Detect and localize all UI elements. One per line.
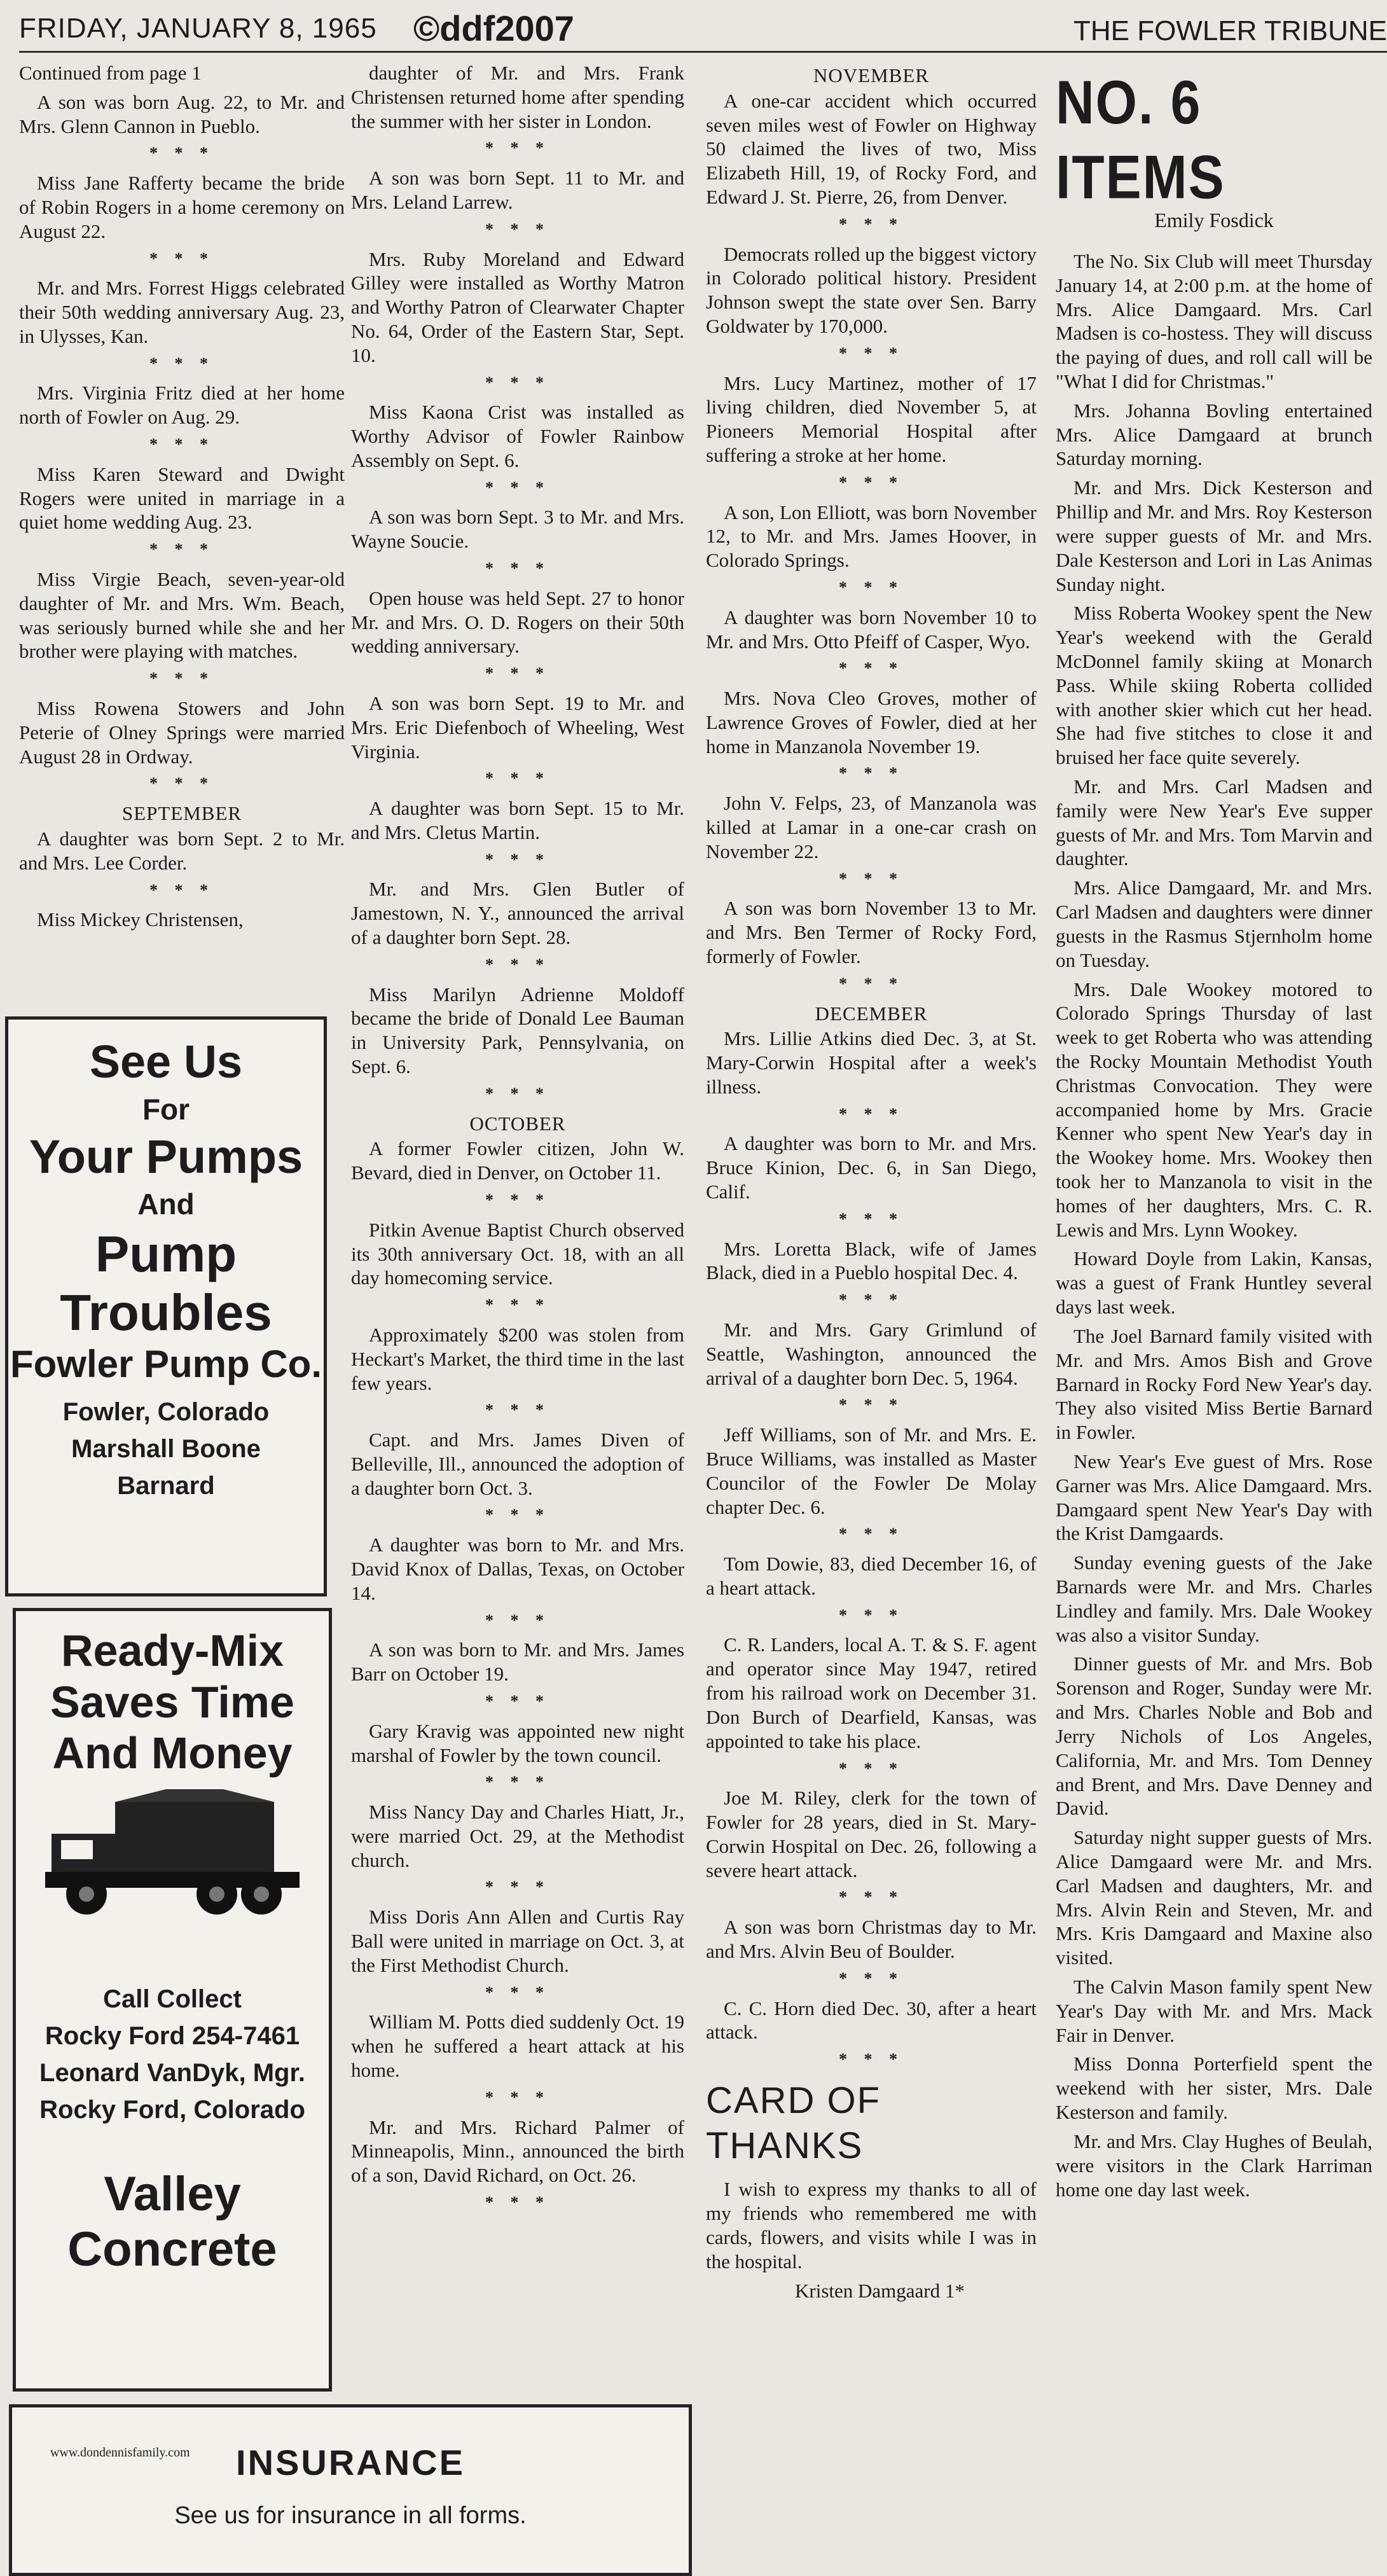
news-item: A daughter was born November 10 to Mr. and Mrs. Otto Pfeiff of Casper, Wyo.: [706, 606, 1037, 653]
item-separator: * * *: [839, 578, 904, 597]
news-item: A son was born Sept. 19 to Mr. and Mrs. Eric Diefenboch of Wheeling, West Virginia.: [351, 691, 684, 763]
news-item: John V. Felps, 23, of Manzanola was killed at Lamar in a one-car crash on November 22.: [706, 792, 1037, 862]
news-item: Miss Roberta Wookey spent the New Year's weekend with the Gerald McDonnel family skiing at Monarch Pass. While skiing Roberta collided with another skier which cut her head. She had five stitches to close it and bruised her face quite severely.: [1056, 602, 1372, 769]
news-item: Dinner guests of Mr. and Mrs. Bob Sorenson and Roger, Sunday were Mr. and Mrs. Charles Noble and Bob and Jerry Nichols of Los Angeles, California, Mr. and Mrs. Tom Denney and Brent, and Mrs. Dave Denney and David.: [1056, 1652, 1372, 1820]
ad-owners: Barnard: [117, 1471, 215, 1500]
item-separator: * * *: [485, 2088, 550, 2107]
news-item: The Joel Barnard family visited with Mr. and Mrs. Amos Bish and Grove Barnard in Rocky Ford New Year's day. They also visited Miss Bertie Barnard in Fowler.: [1056, 1324, 1372, 1444]
ad-location: Fowler, Colorado: [62, 1397, 270, 1426]
item-separator: * * *: [149, 144, 214, 163]
newspaper-name: THE FOWLER TRIBUNE: [1073, 15, 1387, 46]
news-item: The Calvin Mason family spent New Year's Day with Mr. and Mrs. Mack Fair in Denver.: [1056, 1976, 1372, 2046]
column-3: [706, 61, 1037, 2308]
news-item: Howard Doyle from Lakin, Kansas, was a guest of Frank Huntley several days last week.: [1056, 1247, 1372, 1319]
item-separator: * * *: [839, 1888, 904, 1907]
news-item: Miss Karen Steward and Dwight Rogers were united in marriage in a quiet home wedding Aug. 23.: [19, 462, 345, 534]
ad-subtitle: See us for insurance in all forms.: [174, 2502, 527, 2529]
byline: Emily Fosdick: [1154, 208, 1274, 232]
column-1: [19, 61, 345, 937]
news-item: A daughter was born Sept. 2 to Mr. and Mrs. Lee Corder.: [19, 827, 345, 874]
column-4: [1056, 61, 1372, 2206]
news-item: Mrs. Lucy Martinez, mother of 17 living children, died November 5, at Pioneers Memorial Hospital after suffering a stroke at her home.: [706, 371, 1037, 466]
item-separator: * * *: [485, 1296, 550, 1315]
item-separator: * * *: [839, 1291, 904, 1310]
item-separator: * * *: [839, 869, 904, 888]
news-item: Open house was held Sept. 27 to honor Mr. and Mrs. O. D. Rogers on their 50th wedding anniversary.: [351, 586, 684, 658]
news-item: Miss Mickey Christensen,: [37, 908, 244, 931]
ad-line: Pump: [95, 1225, 237, 1282]
news-item: A one-car accident which occurred seven miles west of Fowler on Highway 50 claimed the lives of two, Miss Elizabeth Hill, 19, of Rocky Ford, and Edward J. St. Pierre, 26, from Denver.: [706, 89, 1037, 209]
continued-note: Continued from page 1: [19, 62, 202, 84]
news-item: A son was born November 13 to Mr. and Mrs. Ben Termer of Rocky Ford, formerly of Fowler.: [706, 897, 1037, 967]
news-item: Jeff Williams, son of Mr. and Mrs. E. Bruce Williams, was installed as Master Councilor of the Fowler De Molay chapter Dec. 6.: [706, 1423, 1037, 1518]
ad-brand: Valley: [104, 2166, 241, 2221]
news-item: A daughter was born Sept. 15 to Mr. and Mrs. Cletus Martin.: [351, 797, 684, 843]
news-list-december: [706, 1027, 1037, 2070]
item-separator: * * *: [485, 139, 550, 158]
ad-valley-concrete: [13, 1608, 332, 2392]
news-item: Gary Kravig was appointed new night marshal of Fowler by the town council.: [351, 1719, 684, 1766]
item-separator: * * *: [485, 1084, 550, 1103]
news-item: William M. Potts died suddenly Oct. 19 when he suffered a heart attack at his home.: [351, 2011, 684, 2081]
news-item: Saturday night supper guests of Mrs. Alice Damgaard were Mr. and Mrs. Carl Madsen and daughters, Mr. and Mrs. Alvin Rein and Steven, Mr. and Mrs. Kris Damgaard and Maxine also visited.: [1056, 1826, 1372, 1969]
news-item: Mrs. Loretta Black, wife of James Black, died in a Pueblo hospital Dec. 4.: [706, 1237, 1037, 1284]
item-separator: * * *: [839, 1605, 904, 1624]
news-item: Miss Doris Ann Allen and Curtis Ray Ball were united in marriage on Oct. 3, at the First Methodist Church.: [351, 1906, 684, 1976]
item-separator: * * *: [485, 478, 550, 497]
news-item: A son was born Christmas day to Mr. and Mrs. Alvin Beu of Boulder.: [706, 1916, 1037, 1962]
news-item: Mr. and Mrs. Dick Kesterson and Phillip and Mr. and Mrs. Roy Kesterson were supper guests of Mr. and Mrs. Dale Kesterson and Lori in Las Animas Sunday night.: [1056, 476, 1372, 595]
news-item: A son was born Sept. 11 to Mr. and Mrs. Leland Larrew.: [351, 167, 684, 213]
news-list-col2: [351, 61, 684, 1104]
news-list-col1: [19, 90, 345, 794]
item-separator: * * *: [485, 769, 550, 788]
item-separator: * * *: [839, 764, 904, 783]
item-separator: * * *: [485, 559, 550, 578]
ad-line: Troubles: [60, 1284, 272, 1341]
ad-line: And Money: [52, 1728, 293, 1778]
news-item: Mr. and Mrs. Forrest Higgs celebrated their 50th wedding anniversary Aug. 23, in Ulysses, Kan.: [19, 277, 345, 347]
item-separator: * * *: [485, 955, 550, 974]
news-item: Miss Marilyn Adrienne Moldoff became the bride of Donald Lee Bauman in University Park, Pennsylvania, on Sept. 6.: [351, 983, 684, 1078]
item-separator: * * *: [485, 1401, 550, 1420]
news-item: Miss Donna Porterfield spent the weekend with her sister, Mrs. Dale Kesterson and family.: [1056, 2053, 1372, 2124]
news-item: Pitkin Avenue Baptist Church observed its 30th anniversary Oct. 18, with an all day homecoming service.: [351, 1218, 684, 1289]
news-item: Joe M. Riley, clerk for the town of Fowler for 28 years, died in St. Mary-Corwin Hospital on Dec. 26, following a severe heart attack.: [706, 1787, 1037, 1881]
news-item: A daughter was born to Mr. and Mrs. David Knox of Dallas, Texas, on October 14.: [351, 1534, 684, 1604]
news-item: New Year's Eve guest of Mrs. Rose Garner was Mrs. Alice Damgaard. Mrs. Damgaard spent New Year's Day with the Krist Damgaards.: [1056, 1450, 1372, 1545]
ad-call: Call Collect: [103, 1984, 242, 2013]
item-separator: * * *: [149, 880, 214, 899]
news-item: Capt. and Mrs. James Diven of Belleville, Ill., announced the adoption of a daughter born Oct. 3.: [351, 1429, 684, 1499]
news-item: A former Fowler citizen, John W. Bevard, died in Denver, on October 11.: [351, 1137, 684, 1184]
card-of-thanks-text: I wish to express my thanks to all of my friends who remembered me with cards, flowers, and visits while I was in the hospital.: [706, 2178, 1037, 2273]
ad-phone: Rocky Ford 254-7461: [45, 2021, 300, 2050]
item-separator: * * *: [839, 1104, 904, 1123]
ad-fowler-pump: [5, 1016, 327, 1596]
month-heading-october: OCTOBER: [469, 1112, 566, 1135]
month-heading-december: DECEMBER: [815, 1002, 928, 1025]
item-separator: * * *: [149, 435, 214, 454]
news-item: Mrs. Johanna Bovling entertained Mrs. Alice Damgaard at brunch Saturday morning.: [1056, 399, 1372, 470]
copyright-watermark: ©ddf2007: [413, 8, 574, 48]
news-item: A son was born Sept. 3 to Mr. and Mrs. Wayne Soucie.: [351, 506, 684, 553]
news-item: Mrs. Nova Cleo Groves, mother of Lawrence Groves of Fowler, died at her home in Manzanola November 19.: [706, 687, 1037, 758]
news-item: Mr. and Mrs. Richard Palmer of Minneapolis, Minn., announced the birth of a son, David Richard, on Oct. 26.: [351, 2116, 684, 2187]
news-item: Tom Dowie, 83, died December 16, of a heart attack.: [706, 1553, 1037, 1599]
ad-city: Rocky Ford, Colorado: [39, 2095, 305, 2124]
news-item: Mrs. Dale Wookey motored to Colorado Springs Thursday of last week to get Roberta who was attending the Rocky Mountain Methodist Youth Christmas Convocation. They were accompanied home by Mrs. Gracie Kenner who spent New Year's day in the Wookey home. Mrs. Wookey then took her to Manzanola to visit in the homes of her daughters, Mrs. C. R. Lewis and Mrs. Lynn Wookey.: [1056, 978, 1372, 1241]
news-list-no6: [1056, 249, 1372, 2201]
news-item: Mrs. Ruby Moreland and Edward Gilley were installed as Worthy Matron and Worthy Patron of Clearwater Chapter No. 64, Order of the Eastern Star, Sept. 10.: [351, 247, 684, 366]
news-list-november: [706, 89, 1037, 994]
item-separator: * * *: [839, 974, 904, 993]
website-credit: www.dondennisfamily.com: [50, 2446, 190, 2460]
item-separator: * * *: [839, 1759, 904, 1778]
news-item: Mr. and Mrs. Glen Butler of Jamestown, N. Y., announced the arrival of a daughter born Sept. 28.: [351, 878, 684, 949]
news-item: Approximately $200 was stolen from Heckart's Market, the third time in the last few years.: [351, 1323, 684, 1394]
news-item: Mrs. Alice Damgaard, Mr. and Mrs. Carl Madsen and daughters were dinner guests in the Rasmus Stjernholm home on Tuesday.: [1056, 876, 1372, 971]
item-separator: * * *: [839, 1969, 904, 1988]
ad-line: And: [137, 1188, 195, 1221]
news-item: A son was born Aug. 22, to Mr. and Mrs. Glenn Cannon in Pueblo.: [19, 90, 345, 137]
item-separator: * * *: [149, 774, 214, 793]
news-item: C. C. Horn died Dec. 30, after a heart attack.: [706, 1997, 1037, 2044]
news-item: Miss Rowena Stowers and John Peterie of Olney Springs were married August 28 in Ordway.: [19, 696, 345, 768]
item-separator: * * *: [485, 1610, 550, 1630]
item-separator: * * *: [485, 1691, 550, 1710]
news-item: Mr. and Mrs. Clay Hughes of Beulah, were visitors in the Clark Harriman home one day last week.: [1056, 2129, 1372, 2201]
news-item: A son, Lon Elliott, was born November 12, to Mr. and Mrs. James Hoover, in Colorado Springs.: [706, 501, 1037, 572]
news-item: The No. Six Club will meet Thursday January 14, at 2:00 p.m. at the home of Mrs. Alice Damgaard. Mrs. Carl Madsen is co-hostess. They will discuss the paying of dues, and roll call will be "What I did for Christmas.": [1056, 249, 1372, 393]
item-separator: * * *: [149, 669, 214, 688]
item-separator: * * *: [149, 249, 214, 268]
item-separator: * * *: [839, 1209, 904, 1228]
ad-brand: Concrete: [67, 2222, 277, 2276]
ad-insurance: [9, 2404, 692, 2576]
card-of-thanks-signature: Kristen Damgaard 1*: [795, 2279, 965, 2302]
item-separator: * * *: [839, 473, 904, 492]
news-item: Miss Nancy Day and Charles Hiatt, Jr., were married Oct. 29, at the Methodist church.: [351, 1801, 684, 1871]
item-separator: * * *: [485, 664, 550, 683]
item-separator: * * *: [485, 219, 550, 239]
masthead: [19, 6, 1387, 53]
news-item: Miss Virgie Beach, seven-year-old daughter of Mr. and Mrs. Wm. Beach, was seriously burned while she and her brother were playing with matches.: [19, 567, 345, 663]
item-separator: * * *: [839, 343, 904, 363]
item-separator: * * *: [485, 850, 550, 869]
news-item: Mr. and Mrs. Carl Madsen and family were New Year's Eve supper guests of Mr. and Mrs. Tom Marvin and daughter.: [1056, 775, 1372, 870]
card-of-thanks-title: CARD OF THANKS: [706, 2079, 881, 2166]
section-heading: NO. 6 ITEMS: [1056, 67, 1225, 212]
item-separator: * * *: [485, 1773, 550, 1792]
ad-title: INSURANCE: [236, 2442, 465, 2483]
ad-manager: Leonard VanDyk, Mgr.: [39, 2058, 305, 2087]
item-separator: * * *: [149, 540, 214, 559]
news-item: C. R. Landers, local A. T. & S. F. agent and operator since May 1947, retired from his railroad work on December 31. Don Burch of Dearfield, Kansas, was appointed to take his place.: [706, 1633, 1037, 1752]
column-2: [351, 61, 684, 2220]
item-separator: * * *: [485, 1191, 550, 1209]
news-item: daughter of Mr. and Mrs. Frank Christensen returned home after spending the summer with her sister in London.: [351, 62, 684, 132]
month-heading-september: SEPTEMBER: [121, 802, 242, 825]
news-list-october: [351, 1137, 684, 2212]
item-separator: * * *: [485, 1878, 550, 1897]
item-separator: * * *: [839, 214, 904, 233]
truck-icon: [32, 1789, 312, 1923]
news-item: Mr. and Mrs. Gary Grimlund of Seattle, Washington, announced the arrival of a daughter born Dec. 5, 1964.: [706, 1318, 1037, 1389]
item-separator: * * *: [839, 1395, 904, 1415]
item-separator: * * *: [485, 2192, 550, 2212]
item-separator: * * *: [839, 2050, 904, 2069]
ad-line: Ready-Mix: [60, 1626, 284, 1675]
ad-line: Your Pumps: [29, 1130, 303, 1184]
ad-company: Fowler Pump Co.: [10, 1342, 322, 1385]
item-separator: * * *: [839, 1525, 904, 1544]
ad-line: For: [142, 1092, 190, 1126]
masthead-date: FRIDAY, JANUARY 8, 1965: [19, 13, 377, 44]
news-item: A son was born to Mr. and Mrs. James Barr on October 19.: [351, 1638, 684, 1686]
item-separator: * * *: [839, 659, 904, 678]
ad-owners: Marshall Boone: [71, 1434, 261, 1463]
month-heading-november: NOVEMBER: [813, 64, 929, 87]
news-item: A daughter was born to Mr. and Mrs. Bruce Kinion, Dec. 6, in San Diego, Calif.: [706, 1132, 1037, 1203]
ad-line: See Us: [89, 1037, 243, 1088]
item-separator: * * *: [485, 1506, 550, 1525]
news-item: Sunday evening guests of the Jake Barnards were Mr. and Mrs. Charles Lindley and family. Mrs. Dale Wookey was also a visitor Sunday.: [1056, 1551, 1372, 1646]
item-separator: * * *: [485, 373, 550, 392]
item-separator: * * *: [149, 354, 214, 373]
news-item: Mrs. Lillie Atkins died Dec. 3, at St. Mary-Corwin Hospital after a week's illness.: [706, 1027, 1037, 1098]
item-separator: * * *: [485, 1983, 550, 2002]
ad-line: Saves Time: [50, 1677, 294, 1727]
news-item: Democrats rolled up the biggest victory in Colorado political history. President Johnson swept the state over Sen. Barry Goldwater by 170,000.: [706, 242, 1037, 338]
news-item: Miss Kaona Crist was installed as Worthy Advisor of Fowler Rainbow Assembly on Sept. 6.: [351, 401, 684, 471]
news-item: Mrs. Virginia Fritz died at her home north of Fowler on Aug. 29.: [19, 382, 345, 429]
news-item: Miss Jane Rafferty became the bride of Robin Rogers in a home ceremony on August 22.: [19, 172, 345, 242]
